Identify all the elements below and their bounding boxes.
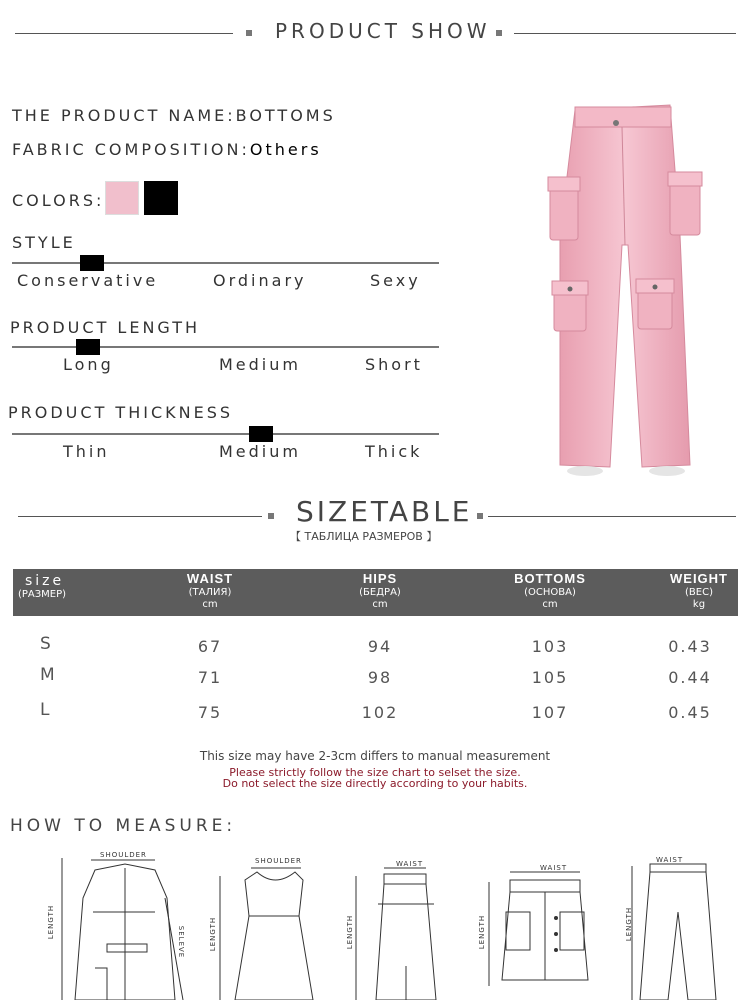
jacket-figure: [55, 858, 195, 1000]
fig5-length-label: LENGTH: [625, 906, 634, 942]
row-m-bottoms: 105: [531, 668, 569, 687]
th-waist-sub: (ТАЛИЯ): [188, 587, 232, 598]
thickness-title: PRODUCT THICKNESS: [8, 403, 233, 422]
row-l-bottoms: 107: [531, 703, 569, 722]
fig1-length-label: LENGTH: [47, 904, 56, 940]
fig4-length-label: LENGTH: [478, 914, 487, 950]
row-l-size: L: [40, 700, 50, 720]
length-option-short: Short: [365, 355, 423, 374]
sizetable-line-left: [18, 516, 262, 517]
size-note: This size may have 2-3cm differs to manual measurement: [199, 749, 551, 763]
measure-title: HOW TO MEASURE:: [10, 816, 237, 836]
size-warning-2: Do not select the size directly according to your habits.: [222, 777, 528, 790]
length-scale-marker: [76, 339, 100, 355]
th-weight-main: WEIGHT: [670, 571, 728, 586]
row-s-hips: 94: [367, 637, 393, 656]
fig1-shoulder-label: SHOULDER: [100, 851, 147, 859]
th-bottoms-unit: cm: [542, 599, 558, 610]
th-weight: [659, 572, 739, 610]
header-dot-left: [246, 30, 252, 36]
fig2-length-label: LENGTH: [209, 916, 218, 952]
fig3-waist-label: WAIST: [396, 860, 424, 868]
product-name-label: THE PRODUCT NAME:: [12, 106, 236, 125]
fig1-sleeve-label: SELEVE: [177, 925, 186, 959]
sizetable-dot-right: [477, 513, 483, 519]
th-weight-sub: (ВЕС): [685, 587, 713, 598]
page-title: PRODUCT SHOW: [275, 19, 491, 43]
product-pants-image: [530, 95, 720, 480]
size-warning-1: Please strictly follow the size chart to selset the size.: [229, 766, 521, 779]
row-l-weight: 0.45: [668, 703, 712, 722]
row-l-waist: 75: [197, 703, 223, 722]
row-l-hips: 102: [361, 703, 399, 722]
thickness-option-thin: Thin: [63, 442, 110, 461]
fig4-waist-label: WAIST: [540, 864, 568, 872]
colors-label: COLORS:: [12, 191, 105, 210]
style-title: STYLE: [12, 233, 76, 252]
sizetable-line-right: [488, 516, 736, 517]
shorts-figure: [484, 868, 594, 988]
skirt-figure: [350, 866, 450, 1000]
th-bottoms-sub: (ОСНОВА): [524, 587, 576, 598]
row-m-waist: 71: [197, 668, 223, 687]
th-hips-unit: cm: [372, 599, 388, 610]
sizetable-title: SIZETABLE: [296, 495, 473, 528]
thickness-option-medium: Medium: [219, 442, 301, 461]
row-s-waist: 67: [197, 637, 223, 656]
row-s-weight: 0.43: [668, 637, 712, 656]
fabric-row: [12, 140, 322, 159]
color-swatch-black[interactable]: [144, 181, 178, 215]
header-line-left: [15, 33, 233, 34]
style-scale-line: [12, 262, 439, 264]
style-option-sexy: Sexy: [370, 271, 421, 290]
thickness-scale-line: [12, 433, 439, 435]
th-hips-sub: (БЕДРА): [359, 587, 401, 598]
color-swatch-pink[interactable]: [105, 181, 139, 215]
length-title: PRODUCT LENGTH: [10, 318, 201, 337]
th-size: [18, 573, 66, 600]
th-hips: [340, 572, 420, 610]
row-m-hips: 98: [367, 668, 393, 687]
thickness-scale-marker: [249, 426, 273, 442]
th-size-sub: (РАЗМЕР): [18, 589, 67, 600]
th-size-main: size: [25, 573, 65, 589]
th-waist: [170, 572, 250, 610]
th-weight-unit: kg: [692, 599, 706, 610]
style-scale-marker: [80, 255, 104, 271]
fabric-label: FABRIC COMPOSITION:: [12, 140, 250, 159]
header-line-right: [514, 33, 736, 34]
header-dot-right: [496, 30, 502, 36]
row-s-bottoms: 103: [531, 637, 569, 656]
row-s-size: S: [40, 634, 51, 654]
th-waist-main: WAIST: [186, 571, 234, 586]
fabric-value: Others: [249, 140, 322, 159]
th-waist-unit: cm: [202, 599, 218, 610]
pants-figure: [628, 862, 718, 1000]
thickness-option-thick: Thick: [365, 442, 423, 461]
sizetable-dot-left: [268, 513, 274, 519]
product-name-row: [12, 106, 336, 125]
style-option-ordinary: Ordinary: [213, 271, 307, 290]
row-m-size: M: [40, 665, 55, 685]
th-bottoms: [500, 572, 600, 610]
dress-figure: [215, 866, 315, 1000]
fig3-length-label: LENGTH: [346, 914, 355, 950]
style-option-conservative: Conservative: [17, 271, 159, 290]
sizetable-subtitle: 【 ТАБЛИЦА РАЗМЕРОВ 】: [290, 530, 438, 543]
fig2-shoulder-label: SHOULDER: [255, 857, 302, 865]
th-hips-main: HIPS: [362, 571, 398, 586]
length-option-medium: Medium: [219, 355, 301, 374]
th-bottoms-main: BOTTOMS: [514, 571, 586, 586]
row-m-weight: 0.44: [668, 668, 712, 687]
fig5-waist-label: WAIST: [656, 856, 684, 864]
product-name-value: BOTTOMS: [235, 106, 336, 125]
length-option-long: Long: [63, 355, 114, 374]
